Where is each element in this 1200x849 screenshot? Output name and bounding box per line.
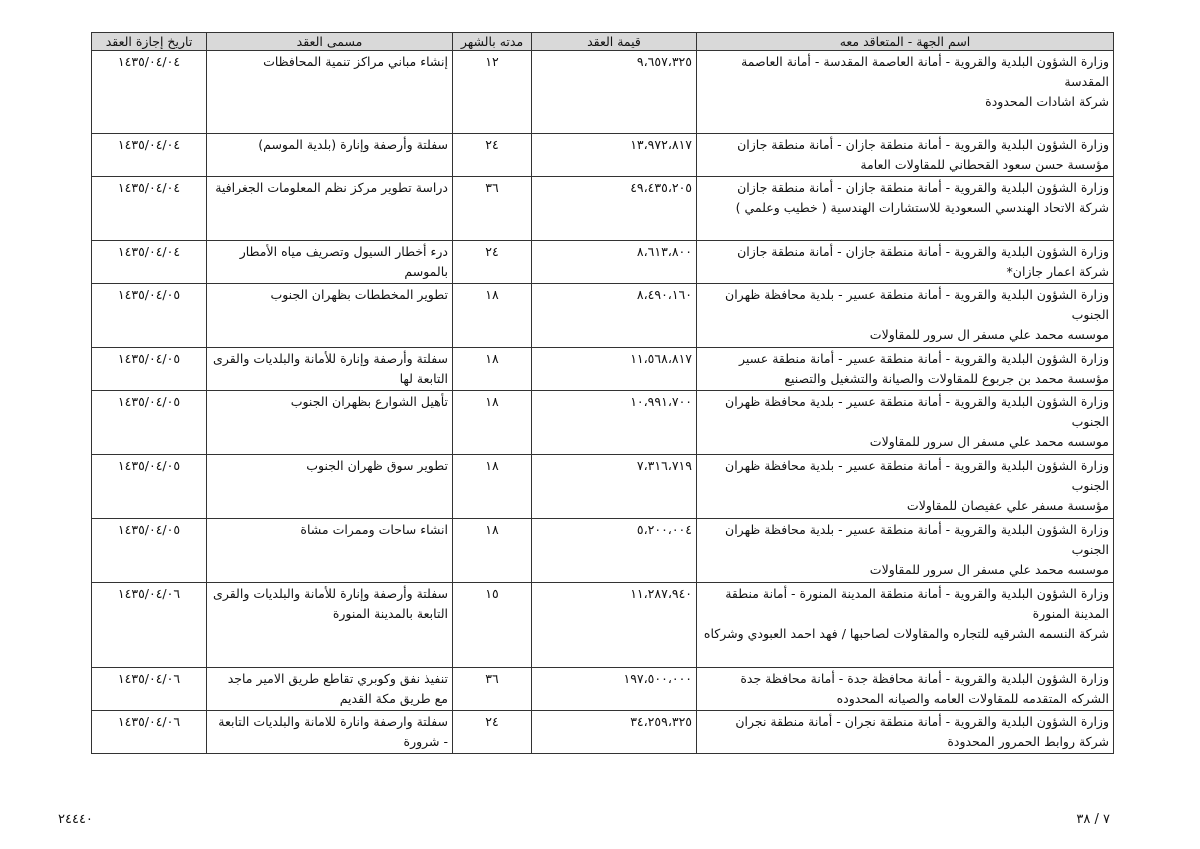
- cell-date: ١٤٣٥/٠٤/٠٥: [92, 455, 207, 519]
- entity-ministry: وزارة الشؤون البلدية والقروية - أمانة منطقة عسير - بلدية محافظة ظهران الجنوب: [725, 458, 1109, 493]
- cell-name: سفلتة وارصفة وانارة للامانة والبلديات التابعة - شرورة: [207, 711, 453, 754]
- cell-duration: ٢٤: [453, 134, 532, 177]
- cell-date: ١٤٣٥/٠٤/٠٥: [92, 348, 207, 391]
- entity-ministry: وزارة الشؤون البلدية والقروية - أمانة منطقة عسير - بلدية محافظة ظهران الجنوب: [725, 287, 1109, 322]
- entity-contractor: الشركه المتقدمه للمقاولات العامه والصيانه المحدوده: [836, 691, 1109, 706]
- cell-value: ٤٩،٤٣٥،٢٠٥: [532, 177, 697, 241]
- cell-entity: [697, 455, 1114, 519]
- cell-name: سفلتة وأرصفة وإنارة (بلدية الموسم): [207, 134, 453, 177]
- cell-value: ٩،٦٥٧،٣٢٥: [532, 51, 697, 134]
- cell-date: ١٤٣٥/٠٤/٠٦: [92, 583, 207, 668]
- table-row: [92, 391, 1114, 455]
- table-row: [92, 51, 1114, 134]
- entity-ministry: وزارة الشؤون البلدية والقروية - أمانة العاصمة المقدسة - أمانة العاصمة المقدسة: [741, 54, 1109, 89]
- entity-contractor: مؤسسة محمد بن جربوع للمقاولات والصيانة والتشغيل والتصنيع: [784, 371, 1109, 386]
- cell-entity: [697, 583, 1114, 668]
- header-date: تاريخ إجازة العقد: [92, 33, 207, 51]
- header-duration: مدته بالشهر: [453, 33, 532, 51]
- entity-ministry: وزارة الشؤون البلدية والقروية - أمانة منطقة عسير - بلدية محافظة ظهران الجنوب: [725, 522, 1109, 557]
- cell-entity: [697, 668, 1114, 711]
- table-row: [92, 455, 1114, 519]
- header-name: مسمى العقد: [207, 33, 453, 51]
- cell-date: ١٤٣٥/٠٤/٠٥: [92, 284, 207, 348]
- cell-value: ٥،٢٠٠،٠٠٤: [532, 519, 697, 583]
- cell-duration: ٣٦: [453, 668, 532, 711]
- cell-name: درء أخطار السيول وتصريف مياه الأمطار بالموسم: [207, 241, 453, 284]
- cell-entity: [697, 134, 1114, 177]
- cell-value: ١١،٥٦٨،٨١٧: [532, 348, 697, 391]
- entity-contractor: موسسه محمد علي مسفر ال سرور للمقاولات: [869, 327, 1109, 342]
- cell-date: ١٤٣٥/٠٤/٠٤: [92, 177, 207, 241]
- cell-entity: [697, 177, 1114, 241]
- cell-duration: ١٨: [453, 391, 532, 455]
- cell-name: تنفيذ نفق وكوبري تقاطع طريق الامير ماجد مع طريق مكة القديم: [207, 668, 453, 711]
- cell-value: ١١،٢٨٧،٩٤٠: [532, 583, 697, 668]
- entity-contractor: موسسه محمد علي مسفر ال سرور للمقاولات: [869, 434, 1109, 449]
- entity-ministry: وزارة الشؤون البلدية والقروية - أمانة محافظة جدة - أمانة محافظة جدة: [740, 671, 1109, 686]
- cell-duration: ١٥: [453, 583, 532, 668]
- table-row: [92, 241, 1114, 284]
- entity-ministry: وزارة الشؤون البلدية والقروية - أمانة منطقة المدينة المنورة - أمانة منطقة المدينة المنورة: [725, 586, 1109, 621]
- cell-entity: [697, 391, 1114, 455]
- cell-value: ٧،٣١٦،٧١٩: [532, 455, 697, 519]
- cell-date: ١٤٣٥/٠٤/٠٤: [92, 134, 207, 177]
- cell-date: ١٤٣٥/٠٤/٠٥: [92, 519, 207, 583]
- cell-date: ١٤٣٥/٠٤/٠٦: [92, 711, 207, 754]
- entity-contractor: شركة اعمار جازان*: [1006, 264, 1109, 279]
- table-row: [92, 519, 1114, 583]
- cell-duration: ٢٤: [453, 241, 532, 284]
- cell-duration: ١٨: [453, 519, 532, 583]
- entity-contractor: شركة اشادات المحدودة: [985, 94, 1109, 109]
- cell-name: تطوير المخططات بظهران الجنوب: [207, 284, 453, 348]
- cell-date: ١٤٣٥/٠٤/٠٤: [92, 51, 207, 134]
- header-value: قيمة العقد: [532, 33, 697, 51]
- cell-duration: ١٢: [453, 51, 532, 134]
- entity-ministry: وزارة الشؤون البلدية والقروية - أمانة منطقة جازان - أمانة منطقة جازان: [737, 244, 1109, 259]
- table-row: [92, 583, 1114, 668]
- cell-entity: [697, 241, 1114, 284]
- contracts-table: [91, 32, 1114, 754]
- cell-duration: ٣٦: [453, 177, 532, 241]
- cell-value: ١٩٧،٥٠٠،٠٠٠: [532, 668, 697, 711]
- cell-entity: [697, 284, 1114, 348]
- entity-contractor: شركة النسمه الشرقيه للتجاره والمقاولات لصاحبها / فهد احمد العبودي وشركاه: [703, 626, 1109, 641]
- table-row: [92, 348, 1114, 391]
- cell-duration: ١٨: [453, 284, 532, 348]
- entity-ministry: وزارة الشؤون البلدية والقروية - أمانة منطقة جازان - أمانة منطقة جازان: [737, 137, 1109, 152]
- cell-duration: ٢٤: [453, 711, 532, 754]
- entity-ministry: وزارة الشؤون البلدية والقروية - أمانة منطقة جازان - أمانة منطقة جازان: [737, 180, 1109, 195]
- entity-contractor: شركة روابط الحمرور المحدودة: [947, 734, 1109, 749]
- document-code: ٢٤٤٤٠: [58, 812, 93, 827]
- table-header-row: [92, 33, 1114, 51]
- cell-name: إنشاء مباني مراكز تنمية المحافظات: [207, 51, 453, 134]
- entity-contractor: مؤسسة حسن سعود القحطاني للمقاولات العامة: [860, 157, 1109, 172]
- entity-contractor: شركة الاتحاد الهندسي السعودية للاستشارات الهندسية ( خطيب وعلمي ): [735, 200, 1109, 215]
- header-entity: اسم الجهة - المتعاقد معه: [697, 33, 1114, 51]
- cell-entity: [697, 51, 1114, 134]
- cell-entity: [697, 519, 1114, 583]
- cell-duration: ١٨: [453, 348, 532, 391]
- table-row: [92, 177, 1114, 241]
- entity-ministry: وزارة الشؤون البلدية والقروية - أمانة منطقة عسير - أمانة منطقة عسير: [738, 351, 1109, 366]
- cell-value: ٨،٦١٣،٨٠٠: [532, 241, 697, 284]
- entity-contractor: موسسه محمد علي مسفر ال سرور للمقاولات: [869, 562, 1109, 577]
- table-row: [92, 668, 1114, 711]
- table-row: [92, 711, 1114, 754]
- cell-entity: [697, 348, 1114, 391]
- entity-contractor: مؤسسة مسفر علي عفيصان للمقاولات: [906, 498, 1109, 513]
- cell-value: ٨،٤٩٠،١٦٠: [532, 284, 697, 348]
- page-number: ٧ / ٣٨: [1076, 812, 1110, 827]
- cell-name: تأهيل الشوارع بظهران الجنوب: [207, 391, 453, 455]
- cell-entity: [697, 711, 1114, 754]
- cell-name: دراسة تطوير مركز نظم المعلومات الجغرافية: [207, 177, 453, 241]
- cell-name: سفلتة وأرصفة وإنارة للأمانة والبلديات والقرى التابعة لها: [207, 348, 453, 391]
- cell-value: ٣٤،٢٥٩،٣٢٥: [532, 711, 697, 754]
- cell-duration: ١٨: [453, 455, 532, 519]
- cell-value: ١٣،٩٧٢،٨١٧: [532, 134, 697, 177]
- cell-name: انشاء ساحات وممرات مشاة: [207, 519, 453, 583]
- cell-name: سفلتة وأرصفة وإنارة للأمانة والبلديات والقرى التابعة بالمدينة المنورة: [207, 583, 453, 668]
- table-row: [92, 284, 1114, 348]
- table-row: [92, 134, 1114, 177]
- cell-date: ١٤٣٥/٠٤/٠٥: [92, 391, 207, 455]
- cell-date: ١٤٣٥/٠٤/٠٦: [92, 668, 207, 711]
- cell-value: ١٠،٩٩١،٧٠٠: [532, 391, 697, 455]
- entity-ministry: وزارة الشؤون البلدية والقروية - أمانة منطقة نجران - أمانة منطقة نجران: [735, 714, 1109, 729]
- cell-date: ١٤٣٥/٠٤/٠٤: [92, 241, 207, 284]
- entity-ministry: وزارة الشؤون البلدية والقروية - أمانة منطقة عسير - بلدية محافظة ظهران الجنوب: [725, 394, 1109, 429]
- cell-name: تطوير سوق ظهران الجنوب: [207, 455, 453, 519]
